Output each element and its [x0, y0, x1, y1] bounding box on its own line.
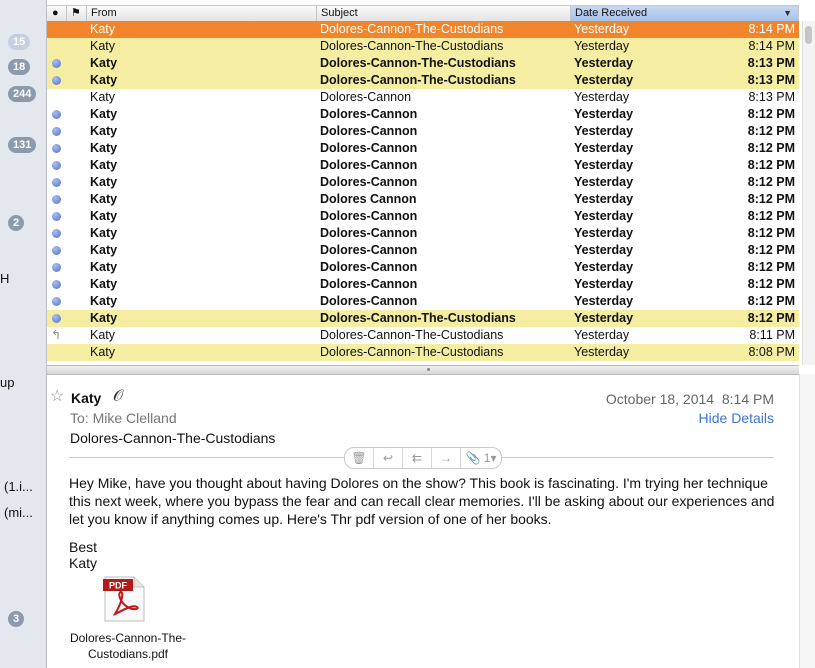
subject-cell: Dolores-Cannon-The-Custodians — [320, 73, 516, 87]
paperclip-icon: 𝒪 — [113, 388, 124, 405]
subject-cell: Dolores-Cannon — [320, 107, 418, 121]
message-row[interactable] — [47, 72, 799, 89]
signature-block: Best Katy — [69, 539, 98, 571]
sender-cell: Katy — [90, 141, 118, 155]
message-row[interactable] — [47, 225, 799, 242]
unread-count-badge[interactable]: 3 — [8, 611, 24, 627]
date-cell: Yesterday — [574, 277, 634, 291]
sender-cell: Katy — [90, 22, 116, 36]
unread-dot-icon — [52, 178, 61, 187]
message-date: October 18, 2014 8:14 PM — [605, 391, 774, 407]
sender-cell: Katy — [90, 175, 118, 189]
time-cell: 8:12 PM — [747, 294, 795, 308]
forward-icon[interactable]: → — [432, 448, 461, 468]
date-cell: Yesterday — [574, 56, 634, 70]
sender-cell: Katy — [90, 226, 118, 240]
time-cell: 8:11 PM — [749, 328, 795, 342]
subject-cell: Dolores-Cannon — [320, 260, 418, 274]
date-cell: Yesterday — [574, 158, 634, 172]
time-cell: 8:12 PM — [747, 107, 795, 121]
sender-cell: Katy — [90, 311, 118, 325]
message-list[interactable] — [47, 0, 815, 365]
unread-dot-icon — [52, 127, 61, 136]
mailbox-name-fragment[interactable]: (mi... — [4, 505, 33, 520]
message-row[interactable] — [47, 276, 799, 293]
date-cell: Yesterday — [574, 124, 634, 138]
unread-dot-icon — [52, 280, 61, 289]
sender-cell: Katy — [90, 192, 118, 206]
subject-cell: Dolores-Cannon — [320, 226, 418, 240]
date-received-column-header[interactable] — [571, 6, 799, 21]
date-cell: Yesterday — [574, 345, 630, 359]
date-cell: Yesterday — [574, 73, 634, 87]
message-list-scrollbar[interactable] — [802, 21, 815, 365]
date-cell: Yesterday — [574, 39, 630, 53]
mailbox-name-fragment[interactable]: up — [0, 375, 15, 390]
message-row[interactable] — [47, 38, 799, 55]
unread-dot-icon — [52, 161, 61, 170]
hide-details-link[interactable]: Hide Details — [698, 410, 774, 426]
subject-cell: Dolores-Cannon-The-Custodians — [320, 56, 516, 70]
time-cell: 8:12 PM — [747, 175, 795, 189]
date-cell: Yesterday — [574, 328, 630, 342]
from-column-header[interactable]: From — [87, 6, 317, 21]
subject-cell: Dolores-Cannon-The-Custodians — [320, 22, 504, 36]
time-cell: 8:12 PM — [747, 124, 795, 138]
splitter-grip-icon — [427, 368, 430, 371]
subject-cell: Dolores-Cannon — [320, 209, 418, 223]
replied-icon: ↰ — [51, 328, 62, 342]
time-cell: 8:08 PM — [748, 345, 795, 359]
mailbox-name-fragment[interactable]: (1.i... — [4, 479, 33, 494]
unread-count-badge[interactable]: 18 — [8, 59, 30, 75]
star-icon[interactable]: ☆ — [50, 388, 65, 405]
unread-dot-icon — [52, 263, 61, 272]
time-cell: 8:12 PM — [747, 192, 795, 206]
attachment-filename[interactable]: Dolores-Cannon-The-Custodians.pdf — [69, 631, 187, 661]
date-received-label: Date Received — [575, 7, 648, 19]
subject-cell: Dolores-Cannon — [320, 277, 418, 291]
message-row[interactable] — [47, 259, 799, 276]
message-row[interactable] — [47, 123, 799, 140]
subject-cell: Dolores-Cannon — [320, 158, 418, 172]
date-cell: Yesterday — [574, 107, 634, 121]
unread-dot-icon — [52, 212, 61, 221]
time-cell: 8:12 PM — [747, 277, 795, 291]
message-row[interactable] — [47, 55, 799, 72]
unread-count-badge[interactable]: 2 — [8, 215, 24, 231]
sender-cell: Katy — [90, 277, 118, 291]
date-cell: Yesterday — [574, 22, 630, 36]
message-view-scrollbar[interactable] — [799, 374, 815, 668]
unread-dot-icon — [52, 195, 61, 204]
time-cell: 8:12 PM — [747, 260, 795, 274]
date-cell: Yesterday — [574, 192, 634, 206]
message-row[interactable] — [47, 106, 799, 123]
message-row[interactable] — [47, 344, 799, 361]
sender-cell: Katy — [90, 243, 118, 257]
sender-cell: Katy — [90, 73, 118, 87]
subject-cell: Dolores-Cannon-The-Custodians — [320, 345, 504, 359]
message-body: Hey Mike, have you thought about having Dolores on the show? This book is fascinating. I'm trying her technique this next week, where you bypass the fear and can recall clear memories. I'll be asking about our experiences and let you know if anything comes up. Here's Thr pdf version of one of her books. — [69, 475, 775, 527]
subject-cell: Dolores-Cannon — [320, 294, 418, 308]
pdf-file-icon[interactable] — [103, 576, 145, 622]
date-cell: Yesterday — [574, 260, 634, 274]
svg-text:PDF: PDF — [109, 580, 127, 591]
subject-cell: Dolores-Cannon — [320, 243, 418, 257]
subject-cell: Dolores-Cannon — [320, 175, 418, 189]
unread-dot-icon — [52, 297, 61, 306]
time-cell: 8:14 PM — [748, 39, 795, 53]
message-view — [47, 374, 799, 668]
sort-descending-icon: ▼ — [783, 8, 792, 18]
message-action-toolbar — [344, 447, 502, 469]
sender-cell: Katy — [90, 294, 118, 308]
message-row[interactable] — [47, 21, 799, 38]
flag-column-header[interactable] — [67, 6, 87, 21]
message-row[interactable] — [47, 140, 799, 157]
flag-icon: ⚑ — [71, 7, 81, 19]
sender-cell: Katy — [90, 39, 116, 53]
sender-cell: Katy — [90, 158, 118, 172]
time-cell: 8:13 PM — [747, 56, 795, 70]
time-cell: 8:12 PM — [747, 311, 795, 325]
mailbox-sidebar — [0, 0, 47, 668]
unread-dot-icon — [52, 229, 61, 238]
sender-cell: Katy — [90, 90, 116, 104]
unread-dot-icon — [52, 314, 61, 323]
subject-cell: Dolores-Cannon — [320, 141, 418, 155]
date-cell: Yesterday — [574, 294, 634, 308]
reply-icon[interactable]: ↩ — [374, 448, 403, 468]
sender-cell: Katy — [90, 345, 116, 359]
dot-icon: ● — [52, 7, 59, 19]
message-row[interactable] — [47, 293, 799, 310]
message-row[interactable] — [47, 310, 799, 327]
date-cell: Yesterday — [574, 175, 634, 189]
message-rows — [47, 21, 799, 361]
message-subject: Dolores-Cannon-The-Custodians — [70, 430, 276, 446]
date-cell: Yesterday — [574, 243, 634, 257]
time-cell: 8:12 PM — [747, 209, 795, 223]
message-row[interactable] — [47, 174, 799, 191]
recipient-line: To: Mike Clelland — [70, 410, 177, 426]
date-cell: Yesterday — [574, 90, 630, 104]
message-row[interactable] — [47, 89, 799, 106]
reply-all-icon[interactable]: ⇇ — [403, 448, 432, 468]
message-row[interactable] — [47, 157, 799, 174]
sender-cell: Katy — [90, 56, 118, 70]
subject-cell: Dolores-Cannon — [320, 90, 412, 104]
time-cell: 8:12 PM — [747, 158, 795, 172]
subject-cell: Dolores-Cannon-The-Custodians — [320, 311, 516, 325]
date-cell: Yesterday — [574, 226, 634, 240]
mailbox-name-fragment[interactable]: H — [0, 271, 10, 286]
unread-count-badge[interactable]: 244 — [8, 86, 36, 102]
message-row[interactable] — [47, 327, 799, 344]
sender-cell: Katy — [90, 209, 118, 223]
column-header — [47, 5, 799, 22]
time-cell: 8:12 PM — [747, 141, 795, 155]
time-cell: 8:14 PM — [748, 22, 795, 36]
unread-count-badge[interactable]: 131 — [8, 137, 36, 153]
unread-dot-icon — [52, 246, 61, 255]
time-cell: 8:12 PM — [747, 243, 795, 257]
unread-count-badge[interactable]: 15 — [8, 34, 30, 50]
scrollbar-thumb[interactable] — [805, 26, 812, 44]
message-row[interactable] — [47, 191, 799, 208]
subject-cell: Dolores-Cannon-The-Custodians — [320, 328, 504, 342]
sender-cell: Katy — [90, 328, 116, 342]
unread-dot-icon — [52, 144, 61, 153]
message-row[interactable] — [47, 208, 799, 225]
message-row[interactable] — [47, 242, 799, 259]
sender-name[interactable]: Katy — [71, 390, 102, 406]
unread-dot-icon — [52, 76, 61, 85]
subject-column-header[interactable]: Subject — [317, 6, 571, 21]
time-cell: 8:13 PM — [748, 90, 795, 104]
sender-cell: Katy — [90, 107, 118, 121]
time-cell: 8:12 PM — [747, 226, 795, 240]
subject-cell: Dolores-Cannon — [320, 124, 418, 138]
unread-dot-icon — [52, 59, 61, 68]
sender-cell: Katy — [90, 260, 118, 274]
subject-cell: Dolores-Cannon-The-Custodians — [320, 39, 504, 53]
time-cell: 8:13 PM — [747, 73, 795, 87]
trash-icon[interactable]: 🗑 — [345, 448, 374, 468]
date-cell: Yesterday — [574, 141, 634, 155]
attachment-menu-button[interactable]: 📎 1▾ — [465, 451, 497, 465]
sender-cell: Katy — [90, 124, 118, 138]
subject-cell: Dolores Cannon — [320, 192, 417, 206]
unread-dot-icon — [52, 110, 61, 119]
unread-column-header[interactable] — [47, 6, 67, 21]
date-cell: Yesterday — [574, 311, 634, 325]
date-cell: Yesterday — [574, 209, 634, 223]
